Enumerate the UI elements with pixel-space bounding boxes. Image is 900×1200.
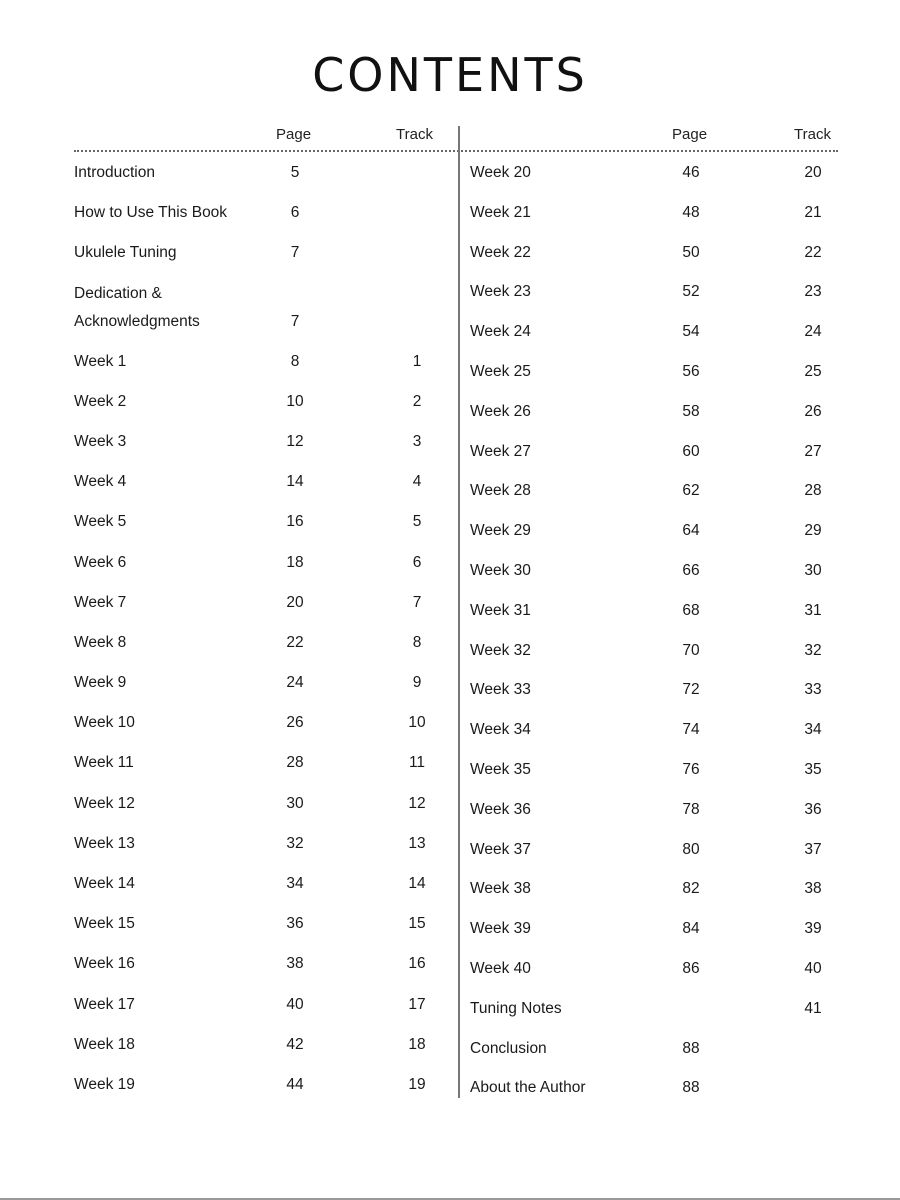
toc-entry	[74, 160, 456, 200]
entry-title: Week 27	[470, 442, 531, 460]
entry-page: 78	[682, 800, 700, 818]
entry-title: Week 19	[74, 1075, 135, 1093]
entry-track: 3	[412, 432, 422, 450]
toc-entry	[74, 951, 456, 991]
entry-title: Week 8	[74, 633, 127, 651]
entry-track: 35	[804, 760, 822, 778]
entry-title: Week 9	[74, 674, 127, 692]
contents-right-column	[470, 118, 838, 1097]
entry-page: 34	[286, 875, 304, 892]
entry-page: 66	[682, 561, 700, 579]
toc-entry	[74, 281, 456, 349]
entry-page: 7	[290, 312, 300, 330]
toc-entry	[470, 638, 838, 678]
page-header: Page	[672, 126, 708, 143]
entry-title: Week 7	[74, 593, 127, 611]
entry-track: 12	[408, 794, 426, 812]
entry-track: 40	[804, 959, 822, 977]
toc-entry	[74, 630, 456, 670]
entry-track: 36	[804, 800, 822, 818]
entry-title: Week 11	[74, 754, 134, 772]
entry-page: 88	[682, 1079, 700, 1097]
entry-page: 12	[286, 432, 304, 450]
toc-entry	[470, 1036, 838, 1076]
entry-track: 13	[408, 834, 426, 852]
entry-page: 22	[286, 633, 304, 651]
entry-title: Tuning Notes	[470, 999, 562, 1017]
entry-title: Introduction	[74, 164, 155, 181]
entry-track: 17	[408, 995, 426, 1013]
entry-title: Week 23	[470, 283, 531, 301]
entry-page: 70	[682, 641, 700, 659]
toc-entry	[74, 349, 456, 389]
toc-entry	[470, 797, 838, 837]
entry-track: 41	[804, 999, 822, 1017]
entry-page: 42	[286, 1035, 304, 1053]
entry-track: 19	[408, 1075, 426, 1093]
entry-track: 29	[804, 522, 822, 540]
entry-track: 31	[804, 601, 822, 619]
entry-page: 86	[682, 959, 700, 977]
toc-entry	[74, 750, 456, 790]
toc-entry	[74, 550, 456, 590]
entry-title: Week 2	[74, 392, 127, 410]
entry-page: 54	[682, 323, 700, 341]
entry-track: 32	[804, 641, 822, 659]
entry-title: Week 35	[470, 760, 531, 778]
entry-page: 60	[682, 442, 700, 460]
entry-track: 2	[412, 392, 422, 410]
entry-track: 6	[412, 553, 422, 571]
entry-page: 80	[682, 840, 700, 858]
toc-entry	[470, 399, 838, 439]
entry-page: 52	[682, 283, 700, 301]
entry-track: 39	[804, 920, 822, 938]
toc-entry	[74, 670, 456, 710]
entry-page: 56	[682, 362, 700, 380]
entry-page: 62	[682, 482, 700, 500]
entry-page: 6	[290, 204, 300, 222]
entry-title: Week 5	[74, 513, 127, 531]
entry-title: Week 37	[470, 840, 531, 858]
entry-title: Week 18	[74, 1035, 135, 1053]
toc-entry	[470, 1075, 838, 1115]
entry-title: Week 17	[74, 995, 135, 1013]
entry-title: Week 12	[74, 794, 135, 812]
entry-track: 25	[804, 362, 822, 380]
entry-page: 5	[290, 164, 300, 181]
entry-page: 18	[286, 553, 304, 571]
entry-page: 14	[286, 473, 304, 491]
entry-title: Week 13	[74, 834, 135, 852]
entry-track: 23	[804, 283, 822, 301]
entry-title: Week 36	[470, 800, 531, 818]
entry-title: Week 28	[470, 482, 531, 500]
entry-title: Week 39	[470, 920, 531, 938]
entry-page: 88	[682, 1039, 700, 1057]
entry-page: 58	[682, 402, 700, 420]
toc-entry	[74, 1032, 456, 1072]
entry-title: Week 22	[470, 243, 531, 261]
entry-title: Week 25	[470, 362, 531, 380]
entry-page: 64	[682, 522, 700, 540]
toc-entry	[470, 200, 838, 240]
left-entries	[74, 160, 456, 1112]
entry-title: Week 24	[470, 323, 531, 341]
entry-page: 28	[286, 754, 304, 772]
entry-track: 28	[804, 482, 822, 500]
entry-page: 24	[286, 674, 304, 692]
entry-track: 14	[408, 875, 426, 892]
toc-entry	[470, 319, 838, 359]
entry-track: 38	[804, 880, 822, 898]
toc-entry	[74, 1072, 456, 1112]
entry-page: 72	[682, 681, 700, 699]
entry-page: 20	[286, 593, 304, 611]
entry-page: 36	[286, 915, 304, 933]
toc-entry	[470, 240, 838, 280]
entry-page: 50	[682, 243, 700, 261]
entry-title: Ukulele Tuning	[74, 244, 177, 262]
entry-track: 15	[408, 915, 426, 933]
entry-page: 74	[682, 721, 700, 739]
entry-track: 20	[804, 164, 822, 181]
entry-title: Week 16	[74, 955, 135, 973]
entry-track: 27	[804, 442, 822, 460]
toc-entry	[470, 757, 838, 797]
entry-title: Week 38	[470, 880, 531, 898]
entry-page: 8	[290, 352, 300, 370]
entry-title: Conclusion	[470, 1039, 547, 1057]
entry-title: Week 34	[470, 721, 531, 739]
toc-entry	[470, 279, 838, 319]
toc-entry	[470, 478, 838, 518]
right-column-header	[470, 118, 838, 152]
toc-entry	[470, 518, 838, 558]
entry-page: 38	[286, 955, 304, 973]
right-entries	[470, 160, 838, 1115]
entry-page: 26	[286, 714, 304, 732]
entry-page: 76	[682, 760, 700, 778]
entry-title-line2: Acknowledgments	[74, 312, 200, 330]
entry-track: 30	[804, 561, 822, 579]
entry-title: Week 29	[470, 522, 531, 540]
entry-title: Week 31	[470, 601, 531, 619]
toc-entry	[74, 791, 456, 831]
entry-title: Week 30	[470, 561, 531, 579]
entry-track: 1	[412, 352, 422, 370]
entry-track: 7	[412, 593, 422, 611]
toc-entry	[74, 200, 456, 240]
entry-title: How to Use This Book	[74, 204, 228, 222]
entry-page: 32	[286, 834, 304, 852]
entry-track: 34	[804, 721, 822, 739]
entry-title: Week 3	[74, 432, 127, 450]
toc-entry	[470, 677, 838, 717]
entry-track: 21	[804, 203, 822, 221]
contents-left-column	[74, 118, 456, 1093]
entry-track: 26	[804, 402, 822, 420]
toc-entry	[74, 831, 456, 871]
toc-entry	[470, 916, 838, 956]
entry-track: 24	[804, 323, 822, 341]
toc-entry	[470, 558, 838, 598]
toc-entry	[74, 240, 456, 280]
entry-page: 48	[682, 203, 700, 221]
entry-track: 37	[804, 840, 822, 858]
toc-entry	[470, 996, 838, 1036]
entry-track: 10	[408, 714, 426, 732]
toc-entry	[470, 956, 838, 996]
entry-track: 18	[408, 1035, 426, 1053]
toc-entry	[74, 429, 456, 469]
toc-entry	[74, 590, 456, 630]
toc-entry	[470, 717, 838, 757]
entry-page: 16	[286, 513, 304, 531]
entry-track: 11	[408, 754, 426, 772]
entry-page: 40	[286, 995, 304, 1013]
toc-entry	[74, 469, 456, 509]
entry-page: 30	[286, 794, 304, 812]
track-header: Track	[794, 126, 831, 143]
entry-track: 9	[412, 674, 422, 692]
entry-title: Week 10	[74, 714, 135, 732]
entry-page: 7	[290, 244, 300, 262]
entry-title: Week 4	[74, 473, 127, 491]
toc-entry	[470, 837, 838, 877]
entry-title: Week 1	[74, 352, 127, 370]
entry-title: About the Author	[470, 1079, 586, 1097]
entry-track: 8	[412, 633, 422, 651]
toc-entry	[470, 359, 838, 399]
page-title: CONTENTS	[312, 48, 588, 102]
entry-title: Week 21	[470, 203, 531, 221]
toc-entry	[74, 871, 456, 911]
toc-entry	[74, 389, 456, 429]
toc-entry	[74, 710, 456, 750]
entry-title: Week 32	[470, 641, 531, 659]
entry-page: 68	[682, 601, 700, 619]
toc-entry	[470, 439, 838, 479]
track-header: Track	[396, 126, 433, 143]
toc-entry	[74, 509, 456, 549]
entry-track: 5	[412, 513, 422, 531]
column-divider	[458, 126, 460, 1098]
entry-page: 84	[682, 920, 700, 938]
toc-entry	[470, 160, 838, 200]
page-header: Page	[276, 126, 312, 143]
entry-page: 46	[682, 164, 700, 181]
entry-track: 22	[804, 243, 822, 261]
toc-entry	[74, 992, 456, 1032]
entry-title: Week 33	[470, 681, 531, 699]
entry-title: Week 26	[470, 402, 531, 420]
entry-track: 4	[412, 473, 422, 491]
toc-entry	[74, 911, 456, 951]
left-column-header	[74, 118, 456, 152]
entry-page: 10	[286, 392, 304, 410]
entry-title: Week 6	[74, 553, 127, 571]
entry-track: 16	[408, 955, 426, 973]
entry-title: Week 20	[470, 164, 531, 181]
toc-entry	[470, 876, 838, 916]
toc-entry	[470, 598, 838, 638]
entry-title: Week 15	[74, 915, 135, 933]
entry-title: Week 40	[470, 959, 531, 977]
entry-title: Dedication &	[74, 284, 162, 302]
entry-page: 82	[682, 880, 700, 898]
entry-page: 44	[286, 1075, 304, 1093]
entry-track: 33	[804, 681, 822, 699]
entry-title: Week 14	[74, 875, 135, 892]
